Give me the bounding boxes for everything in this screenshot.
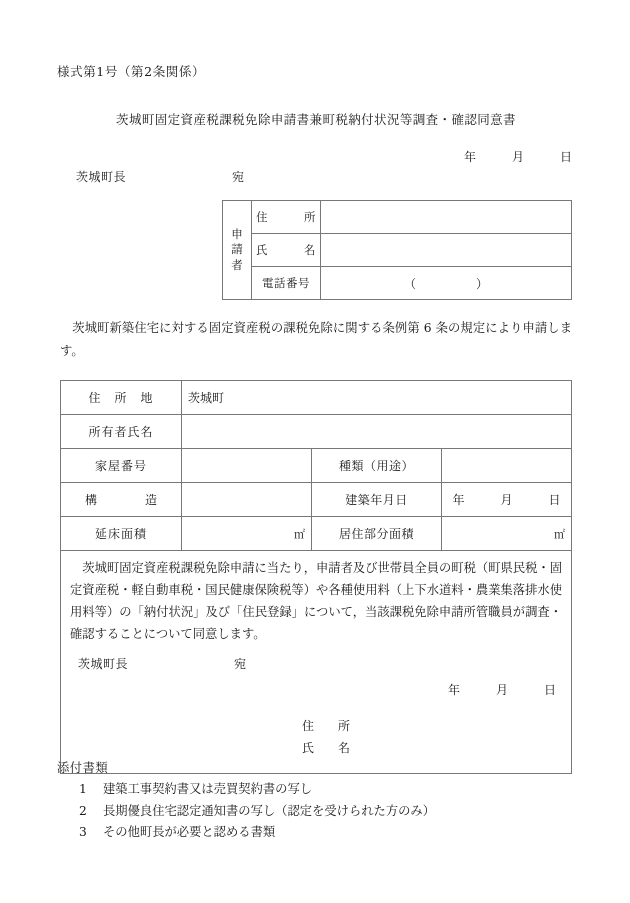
consent-paragraph: 茨城町固定資産税課税免除申請に当たり，申請者及び世帯員全員の町税（町県民税・固定資産税・軽自動車税・国民健康保険税等）や各種使用料（上下水道料・農業集落排水使用料等）の「納付状況」及び「住民登録」について，当該課税免除申請所管職員が調査・確認することについて同意します。 — [70, 561, 562, 641]
list-item — [57, 801, 577, 823]
attachment-text: 長期優良住宅認定通知書の写し（認定を受けられた方のみ） — [103, 803, 436, 818]
table-row — [61, 449, 572, 483]
owner-name-label: 所有者氏名 — [61, 415, 182, 449]
applicant-address-value[interactable] — [321, 201, 572, 234]
table-row — [223, 267, 572, 300]
consent-name-label: 氏 名 — [302, 740, 351, 755]
consent-date-line: 年 月 日 — [447, 682, 556, 697]
build-date-value[interactable]: 年 月 日 — [442, 483, 572, 517]
list-item — [57, 822, 577, 844]
header-date-line: 年 月 日 — [463, 150, 572, 164]
living-area-label: 居住部分面積 — [312, 517, 442, 551]
kind-label: 種類（用途） — [312, 449, 442, 483]
form-number: 様式第1号（第2条関係） — [57, 64, 206, 79]
floor-area-label: 延床面積 — [61, 517, 182, 551]
header-addressee: 茨城町長 — [76, 170, 127, 184]
floor-area-value[interactable] — [182, 517, 312, 551]
applicant-address-label: 住 所 — [252, 201, 321, 234]
table-row — [223, 201, 572, 234]
consent-signature-block — [70, 655, 562, 773]
floor-area-unit: ㎡ — [294, 527, 305, 541]
request-paragraph: 茨城町新築住宅に対する固定資産税の課税免除に関する条例第 6 条の規定により申請します。 — [60, 321, 572, 358]
property-table — [60, 380, 572, 774]
consent-addressee-suffix: 宛 — [234, 656, 247, 671]
consent-addressee: 茨城町長 — [78, 656, 129, 671]
applicant-table — [222, 200, 572, 300]
living-area-value[interactable] — [442, 517, 572, 551]
structure-value[interactable] — [182, 483, 312, 517]
table-row — [61, 517, 572, 551]
address-value[interactable]: 茨城町 — [182, 381, 572, 415]
applicant-phone-label: 電話番号 — [252, 267, 321, 300]
table-row — [61, 381, 572, 415]
attachment-text: その他町長が必要と認める書類 — [103, 825, 276, 840]
table-row — [61, 551, 572, 774]
structure-label: 構 造 — [61, 483, 182, 517]
applicant-vertical-char-1: 申 — [231, 227, 243, 242]
header-addressee-suffix: 宛 — [232, 170, 245, 184]
build-date-label: 建築年月日 — [312, 483, 442, 517]
table-row — [223, 234, 572, 267]
applicant-vertical-label — [223, 201, 252, 300]
applicant-name-label: 氏 名 — [252, 234, 321, 267]
attachment-number: 2 — [79, 803, 87, 818]
applicant-name-value[interactable] — [321, 234, 572, 267]
consent-block — [61, 551, 572, 774]
document-title: 茨城町固定資産税課税免除申請書兼町税納付状況等調査・確認同意書 — [116, 112, 516, 127]
attachments-section — [57, 758, 577, 844]
applicant-vertical-char-2: 請 — [231, 242, 243, 257]
living-area-unit: ㎡ — [554, 527, 565, 541]
attachment-number: 3 — [79, 825, 87, 840]
table-row — [61, 483, 572, 517]
applicant-vertical-char-3: 者 — [231, 257, 243, 272]
attachment-number: 1 — [79, 782, 87, 796]
kind-value[interactable] — [442, 449, 572, 483]
owner-name-value[interactable] — [182, 415, 572, 449]
address-label: 住 所 地 — [61, 381, 182, 415]
consent-address-label: 住 所 — [302, 718, 351, 733]
attachments-title: 添付書類 — [57, 761, 109, 775]
table-row — [61, 415, 572, 449]
house-number-value[interactable] — [182, 449, 312, 483]
applicant-phone-value[interactable]: （ ） — [321, 267, 572, 300]
attachment-text: 建築工事契約書又は売買契約書の写し — [103, 782, 313, 796]
list-item — [57, 779, 577, 801]
house-number-label: 家屋番号 — [61, 449, 182, 483]
